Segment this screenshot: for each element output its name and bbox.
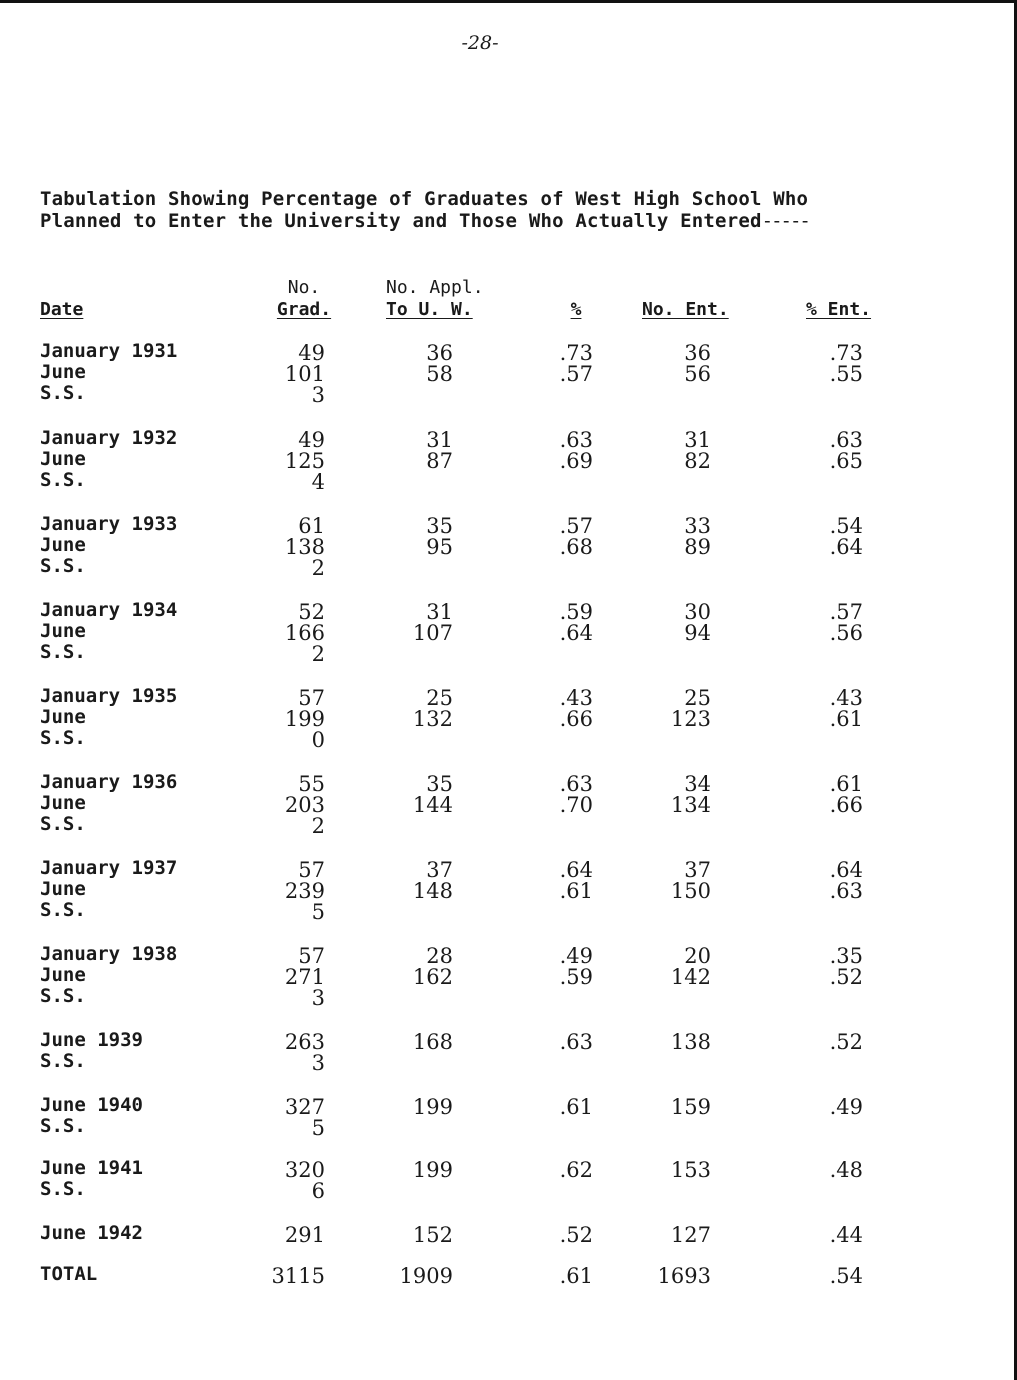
- cell-date: January 1932: [40, 427, 178, 449]
- cell-grad: 5: [311, 1116, 325, 1140]
- cell-ent: 31: [684, 428, 711, 452]
- cell-pct-ent: .61: [829, 707, 863, 731]
- header-pct-ent: % Ent.: [806, 299, 872, 320]
- page-title: [40, 188, 809, 232]
- cell-grad: 55: [298, 772, 325, 796]
- header-no-ent: No. Ent.: [642, 299, 729, 320]
- cell-date: January 1935: [40, 685, 178, 707]
- cell-pct-ent: .66: [829, 793, 863, 817]
- cell-appl: 31: [426, 600, 453, 624]
- cell-pct: .61: [559, 1264, 593, 1288]
- cell-pct-ent: .56: [829, 621, 863, 645]
- cell-pct-ent: .52: [829, 1030, 863, 1054]
- cell-pct: .57: [559, 362, 593, 386]
- cell-ent: 142: [670, 965, 711, 989]
- cell-ent: 153: [670, 1158, 711, 1182]
- cell-appl: 36: [426, 341, 453, 365]
- cell-ent: 127: [670, 1223, 711, 1247]
- cell-pct: .59: [559, 965, 593, 989]
- cell-pct-ent: .52: [829, 965, 863, 989]
- cell-grad: 203: [284, 793, 325, 817]
- cell-appl: 35: [426, 772, 453, 796]
- cell-pct-ent: .35: [829, 944, 863, 968]
- cell-pct-ent: .49: [829, 1095, 863, 1119]
- cell-appl: 168: [412, 1030, 453, 1054]
- cell-appl: 107: [412, 621, 453, 645]
- cell-grad: 320: [284, 1158, 325, 1182]
- cell-pct-ent: .73: [829, 341, 863, 365]
- cell-date: S.S.: [40, 382, 86, 404]
- cell-grad: 2: [311, 814, 325, 838]
- cell-grad: 271: [284, 965, 325, 989]
- cell-grad: 138: [284, 535, 325, 559]
- cell-date: January 1933: [40, 513, 178, 535]
- cell-ent: 56: [684, 362, 711, 386]
- cell-pct-ent: .65: [829, 449, 863, 473]
- cell-pct: .63: [559, 428, 593, 452]
- cell-appl: 37: [426, 858, 453, 882]
- cell-date: January 1931: [40, 340, 178, 362]
- cell-date: S.S.: [40, 1178, 86, 1200]
- cell-date: S.S.: [40, 1050, 86, 1072]
- cell-date: June: [40, 964, 86, 986]
- title-line-2-tail: -----: [761, 210, 809, 232]
- cell-ent: 123: [670, 707, 711, 731]
- cell-ent: 37: [684, 858, 711, 882]
- cell-pct-ent: .54: [829, 1264, 863, 1288]
- header-grad-top: No.: [287, 277, 321, 298]
- cell-pct-ent: .61: [829, 772, 863, 796]
- cell-pct: .62: [559, 1158, 593, 1182]
- cell-grad: 3: [311, 1051, 325, 1075]
- cell-pct-ent: .63: [829, 879, 863, 903]
- cell-grad: 166: [284, 621, 325, 645]
- cell-date: June 1942: [40, 1222, 143, 1244]
- cell-pct: .69: [559, 449, 593, 473]
- cell-ent: 89: [684, 535, 711, 559]
- cell-date: S.S.: [40, 727, 86, 749]
- cell-date: June 1939: [40, 1029, 143, 1051]
- cell-pct-ent: .44: [829, 1223, 863, 1247]
- cell-pct: .49: [559, 944, 593, 968]
- cell-appl: 162: [412, 965, 453, 989]
- cell-grad: 61: [298, 514, 325, 538]
- title-line-2: Planned to Enter the University and Those Who Actually Entered: [40, 210, 762, 232]
- cell-grad: 2: [311, 642, 325, 666]
- cell-date: June: [40, 878, 86, 900]
- cell-appl: 25: [426, 686, 453, 710]
- cell-pct-ent: .48: [829, 1158, 863, 1182]
- cell-ent: 150: [670, 879, 711, 903]
- page-border-top: [0, 0, 1017, 3]
- cell-pct-ent: .57: [829, 600, 863, 624]
- cell-ent: 159: [670, 1095, 711, 1119]
- cell-pct-ent: .64: [829, 858, 863, 882]
- cell-grad: 0: [311, 728, 325, 752]
- cell-appl: 28: [426, 944, 453, 968]
- cell-grad: 101: [284, 362, 325, 386]
- cell-ent: 82: [684, 449, 711, 473]
- cell-pct: .63: [559, 772, 593, 796]
- cell-date: January 1936: [40, 771, 178, 793]
- cell-pct: .59: [559, 600, 593, 624]
- header-date: Date: [40, 299, 84, 320]
- cell-ent: 30: [684, 600, 711, 624]
- cell-appl: 1909: [399, 1264, 453, 1288]
- cell-grad: 57: [298, 858, 325, 882]
- cell-date: S.S.: [40, 985, 86, 1007]
- cell-ent: 138: [670, 1030, 711, 1054]
- cell-date: June: [40, 706, 86, 728]
- cell-grad: 57: [298, 944, 325, 968]
- cell-date: S.S.: [40, 555, 86, 577]
- cell-date: S.S.: [40, 469, 86, 491]
- cell-pct-ent: .43: [829, 686, 863, 710]
- header-appl-bottom: To U. W.: [386, 299, 473, 320]
- cell-grad: 52: [298, 600, 325, 624]
- cell-ent: 94: [684, 621, 711, 645]
- cell-appl: 148: [412, 879, 453, 903]
- cell-appl: 95: [426, 535, 453, 559]
- page-number: -28-: [461, 32, 499, 54]
- cell-pct: .61: [559, 879, 593, 903]
- cell-appl: 132: [412, 707, 453, 731]
- cell-appl: 152: [412, 1223, 453, 1247]
- cell-appl: 31: [426, 428, 453, 452]
- cell-grad: 327: [284, 1095, 325, 1119]
- cell-date: S.S.: [40, 813, 86, 835]
- cell-grad: 199: [284, 707, 325, 731]
- cell-grad: 49: [298, 428, 325, 452]
- cell-date: June: [40, 448, 86, 470]
- cell-pct-ent: .54: [829, 514, 863, 538]
- cell-date: S.S.: [40, 1115, 86, 1137]
- cell-grad: 49: [298, 341, 325, 365]
- cell-pct: .63: [559, 1030, 593, 1054]
- header-appl-top: No. Appl.: [386, 277, 484, 298]
- cell-date: January 1937: [40, 857, 178, 879]
- cell-ent: 1693: [657, 1264, 711, 1288]
- cell-pct-ent: .55: [829, 362, 863, 386]
- cell-grad: 3: [311, 383, 325, 407]
- cell-date: S.S.: [40, 899, 86, 921]
- cell-ent: 36: [684, 341, 711, 365]
- cell-date: June 1941: [40, 1157, 143, 1179]
- cell-grad: 5: [311, 900, 325, 924]
- cell-appl: 199: [412, 1095, 453, 1119]
- cell-pct: .57: [559, 514, 593, 538]
- cell-grad: 125: [284, 449, 325, 473]
- cell-ent: 33: [684, 514, 711, 538]
- cell-date: January 1938: [40, 943, 178, 965]
- cell-grad: 263: [284, 1030, 325, 1054]
- cell-grad: 239: [284, 879, 325, 903]
- cell-appl: 87: [426, 449, 453, 473]
- cell-pct-ent: .64: [829, 535, 863, 559]
- cell-date: June 1940: [40, 1094, 143, 1116]
- cell-ent: 25: [684, 686, 711, 710]
- cell-pct-ent: .63: [829, 428, 863, 452]
- cell-pct: .61: [559, 1095, 593, 1119]
- cell-ent: 20: [684, 944, 711, 968]
- cell-grad: 3115: [271, 1264, 325, 1288]
- cell-date: June: [40, 792, 86, 814]
- cell-grad: 4: [311, 470, 325, 494]
- cell-grad: 57: [298, 686, 325, 710]
- cell-date: S.S.: [40, 641, 86, 663]
- cell-ent: 134: [670, 793, 711, 817]
- cell-date: TOTAL: [40, 1263, 98, 1285]
- cell-pct: .52: [559, 1223, 593, 1247]
- cell-ent: 34: [684, 772, 711, 796]
- cell-appl: 35: [426, 514, 453, 538]
- cell-appl: 58: [426, 362, 453, 386]
- cell-appl: 199: [412, 1158, 453, 1182]
- cell-date: June: [40, 361, 86, 383]
- cell-grad: 291: [284, 1223, 325, 1247]
- cell-pct: .43: [559, 686, 593, 710]
- cell-grad: 6: [311, 1179, 325, 1203]
- cell-date: June: [40, 620, 86, 642]
- cell-pct: .70: [559, 793, 593, 817]
- cell-appl: 144: [412, 793, 453, 817]
- title-line-1: Tabulation Showing Percentage of Graduates of West High School Who: [40, 188, 809, 210]
- cell-grad: 3: [311, 986, 325, 1010]
- cell-pct: .66: [559, 707, 593, 731]
- header-pct: %: [570, 299, 582, 320]
- cell-date: June: [40, 534, 86, 556]
- cell-pct: .64: [559, 858, 593, 882]
- cell-pct: .64: [559, 621, 593, 645]
- cell-grad: 2: [311, 556, 325, 580]
- cell-date: January 1934: [40, 599, 178, 621]
- cell-pct: .68: [559, 535, 593, 559]
- header-grad-bottom: Grad.: [276, 299, 332, 320]
- cell-pct: .73: [559, 341, 593, 365]
